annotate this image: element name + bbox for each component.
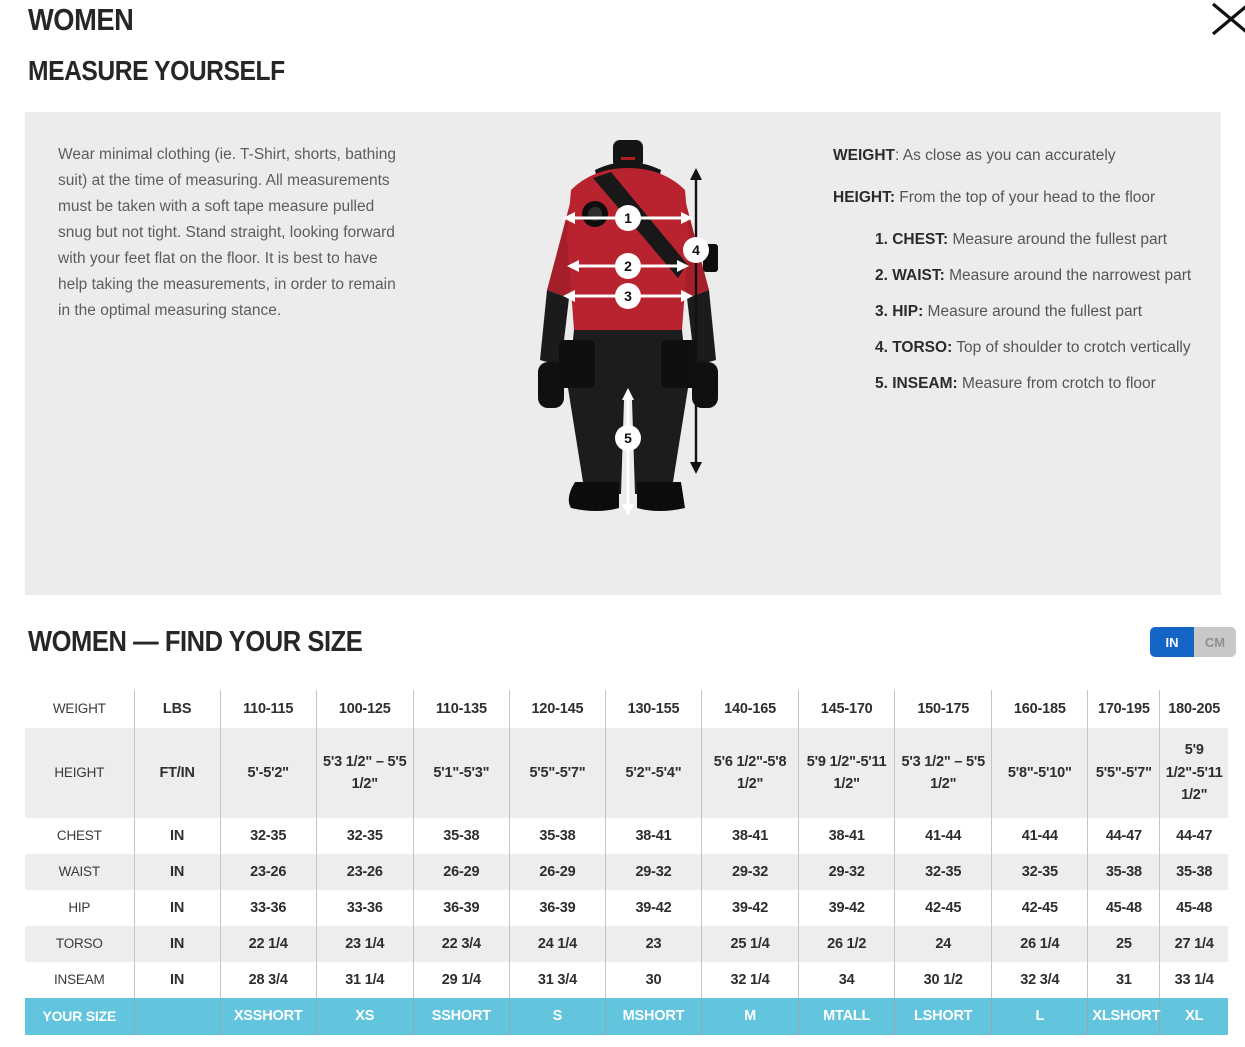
size-cell: 32-35 [316,818,413,854]
size-cell: 42-45 [992,890,1088,926]
row-label: HEIGHT [25,728,134,818]
size-cell: 38-41 [702,818,799,854]
marker-2-waist: 2 [624,258,632,274]
size-cell: 5'1"-5'3" [413,728,509,818]
measure-yourself-title: MEASURE YOURSELF [28,55,285,86]
row-unit: LBS [134,690,220,728]
size-cell: 45-48 [1176,899,1213,916]
size-cell: S [509,998,605,1035]
size-cell: 32 1/4 [702,962,799,998]
size-cell: 31 1/4 [316,962,413,998]
size-cell: 30 1/2 [895,962,992,998]
weight-note: WEIGHT: As close as you can accurately [833,147,1116,164]
size-cell: 5'9 1/2"-5'11 1/2" [1165,742,1223,804]
size-cell: 22 3/4 [413,926,509,962]
row-unit: IN [134,854,220,890]
page-title: WOMEN [28,2,134,37]
size-table-row-hip [25,890,1228,926]
row-unit: IN [134,890,220,926]
size-cell: 5'6 1/2"-5'8 1/2" [702,728,799,818]
size-cell: 140-165 [702,690,799,728]
size-cell: 31 3/4 [509,962,605,998]
size-cell: 41-44 [992,818,1088,854]
size-cell: 34 [799,962,895,998]
size-cell: 5'3 1/2" – 5'5 1/2" [316,728,413,818]
size-table-row-height [25,728,1228,818]
size-cell: 26 1/4 [992,926,1088,962]
close-icon [1207,0,1245,46]
size-cell: 35-38 [413,818,509,854]
size-cell: 35-38 [509,818,605,854]
unit-cm-button[interactable]: CM [1194,627,1236,657]
size-cell: 24 [895,926,992,962]
size-cell: SSHORT [413,998,509,1035]
row-unit [134,998,220,1035]
size-cell: 23 [605,926,701,962]
size-cell: 5'9 1/2"-5'11 1/2" [799,728,895,818]
unit-toggle [1150,627,1236,657]
waist-note: 2. WAIST: Measure around the narrowest part [875,267,1192,284]
size-cell: 33-36 [316,890,413,926]
size-cell: 41-44 [895,818,992,854]
row-label: CHEST [25,818,134,854]
size-cell: 25 [1088,926,1160,962]
size-table-row-torso [25,926,1228,962]
size-cell: XSSHORT [220,998,316,1035]
size-cell: 32-35 [895,854,992,890]
size-cell: 32-35 [992,854,1088,890]
size-cell: 35-38 [1176,863,1213,880]
size-cell: L [992,998,1088,1035]
size-cell: 30 [605,962,701,998]
size-cell: XL [1185,1008,1204,1025]
row-label: YOUR SIZE [25,998,134,1035]
size-cell: 38-41 [605,818,701,854]
size-cell: 23 1/4 [316,926,413,962]
size-cell: 33 1/4 [1174,971,1214,988]
size-cell: 25 1/4 [702,926,799,962]
size-cell: 35-38 [1088,854,1160,890]
size-table-row-inseam [25,962,1228,998]
size-cell: 22 1/4 [220,926,316,962]
size-cell: 28 3/4 [220,962,316,998]
row-label: HIP [25,890,134,926]
size-cell: 32-35 [220,818,316,854]
size-cell: XLSHORT [1088,998,1160,1035]
size-cell: 24 1/4 [509,926,605,962]
size-cell: 27 1/4 [1174,935,1214,952]
hip-note: 3. HIP: Measure around the fullest part [875,303,1143,320]
row-label: WAIST [25,854,134,890]
size-cell: 5'8"-5'10" [992,728,1088,818]
unit-in-button[interactable]: IN [1150,627,1194,657]
torso-note: 4. TORSO: Top of shoulder to crotch vertically [875,339,1191,356]
size-cell: 100-125 [316,690,413,728]
size-cell: 29 1/4 [413,962,509,998]
size-cell: 36-39 [413,890,509,926]
size-cell: 44-47 [1176,827,1213,844]
size-cell: 5'2"-5'4" [605,728,701,818]
size-cell: MSHORT [605,998,701,1035]
size-cell: 29-32 [702,854,799,890]
size-cell: 44-47 [1088,818,1160,854]
inseam-note: 5. INSEAM: Measure from crotch to floor [875,375,1156,392]
chest-note: 1. CHEST: Measure around the fullest part [875,231,1168,248]
row-label: INSEAM [25,962,134,998]
row-unit: IN [134,962,220,998]
size-cell: 38-41 [799,818,895,854]
size-cell: 26-29 [413,854,509,890]
row-unit: FT/IN [134,728,220,818]
marker-4-torso: 4 [692,242,700,258]
measure-notes [833,143,1195,407]
size-cell: LSHORT [895,998,992,1035]
size-cell: 29-32 [605,854,701,890]
size-cell: 39-42 [605,890,701,926]
size-cell: 36-39 [509,890,605,926]
size-cell: 45-48 [1088,890,1160,926]
size-cell: 150-175 [895,690,992,728]
close-button[interactable] [1207,0,1245,46]
row-label: WEIGHT [25,690,134,728]
find-your-size-title: WOMEN — FIND YOUR SIZE [28,626,363,658]
size-table-row-chest [25,818,1228,854]
size-cell: 5'3 1/2" – 5'5 1/2" [895,728,992,818]
drysuit-illustration-svg [537,138,719,520]
size-cell: 180-205 [1168,700,1221,717]
size-cell: 39-42 [702,890,799,926]
size-cell: 5'5"-5'7" [1088,728,1160,818]
size-cell: 5'5"-5'7" [509,728,605,818]
size-cell: 26-29 [509,854,605,890]
size-cell: 160-185 [992,690,1088,728]
size-cell: MTALL [799,998,895,1035]
measure-instructions: Wear minimal clothing (ie. T-Shirt, shorts, bathing suit) at the time of measuring. All measurements must be taken with a soft tape measure pulled snug but not tight. Stand straight, looking forward with your feet flat on the floor. It is best to have help taking the measurements, in order to remain in the optimal measuring stance. [58,146,396,319]
size-cell: 145-170 [799,690,895,728]
drysuit-diagram [537,138,719,520]
size-cell: 32 3/4 [992,962,1088,998]
size-cell: 110-135 [413,690,509,728]
size-table [25,690,1228,1035]
size-table-body [25,690,1228,1035]
size-cell: 130-155 [605,690,701,728]
marker-5-inseam: 5 [624,430,632,446]
size-table-row-your-size [25,998,1228,1035]
height-note: HEIGHT: From the top of your head to the floor [833,189,1156,206]
size-cell: 31 [1088,962,1160,998]
size-cell: 110-115 [220,690,316,728]
size-cell: 42-45 [895,890,992,926]
marker-1-chest: 1 [624,210,632,226]
size-table-row-weight [25,690,1228,728]
size-cell: M [702,998,799,1035]
measure-panel [25,112,1221,595]
size-cell: 23-26 [316,854,413,890]
size-cell: 5'-5'2" [220,728,316,818]
row-unit: IN [134,818,220,854]
size-cell: 29-32 [799,854,895,890]
size-table-row-waist [25,854,1228,890]
size-cell: 39-42 [799,890,895,926]
size-cell: 33-36 [220,890,316,926]
size-cell: 170-195 [1088,690,1160,728]
size-cell: 23-26 [220,854,316,890]
size-cell: 26 1/2 [799,926,895,962]
row-unit: IN [134,926,220,962]
row-label: TORSO [25,926,134,962]
size-cell: 120-145 [509,690,605,728]
marker-3-hip: 3 [624,288,632,304]
size-cell: XS [316,998,413,1035]
